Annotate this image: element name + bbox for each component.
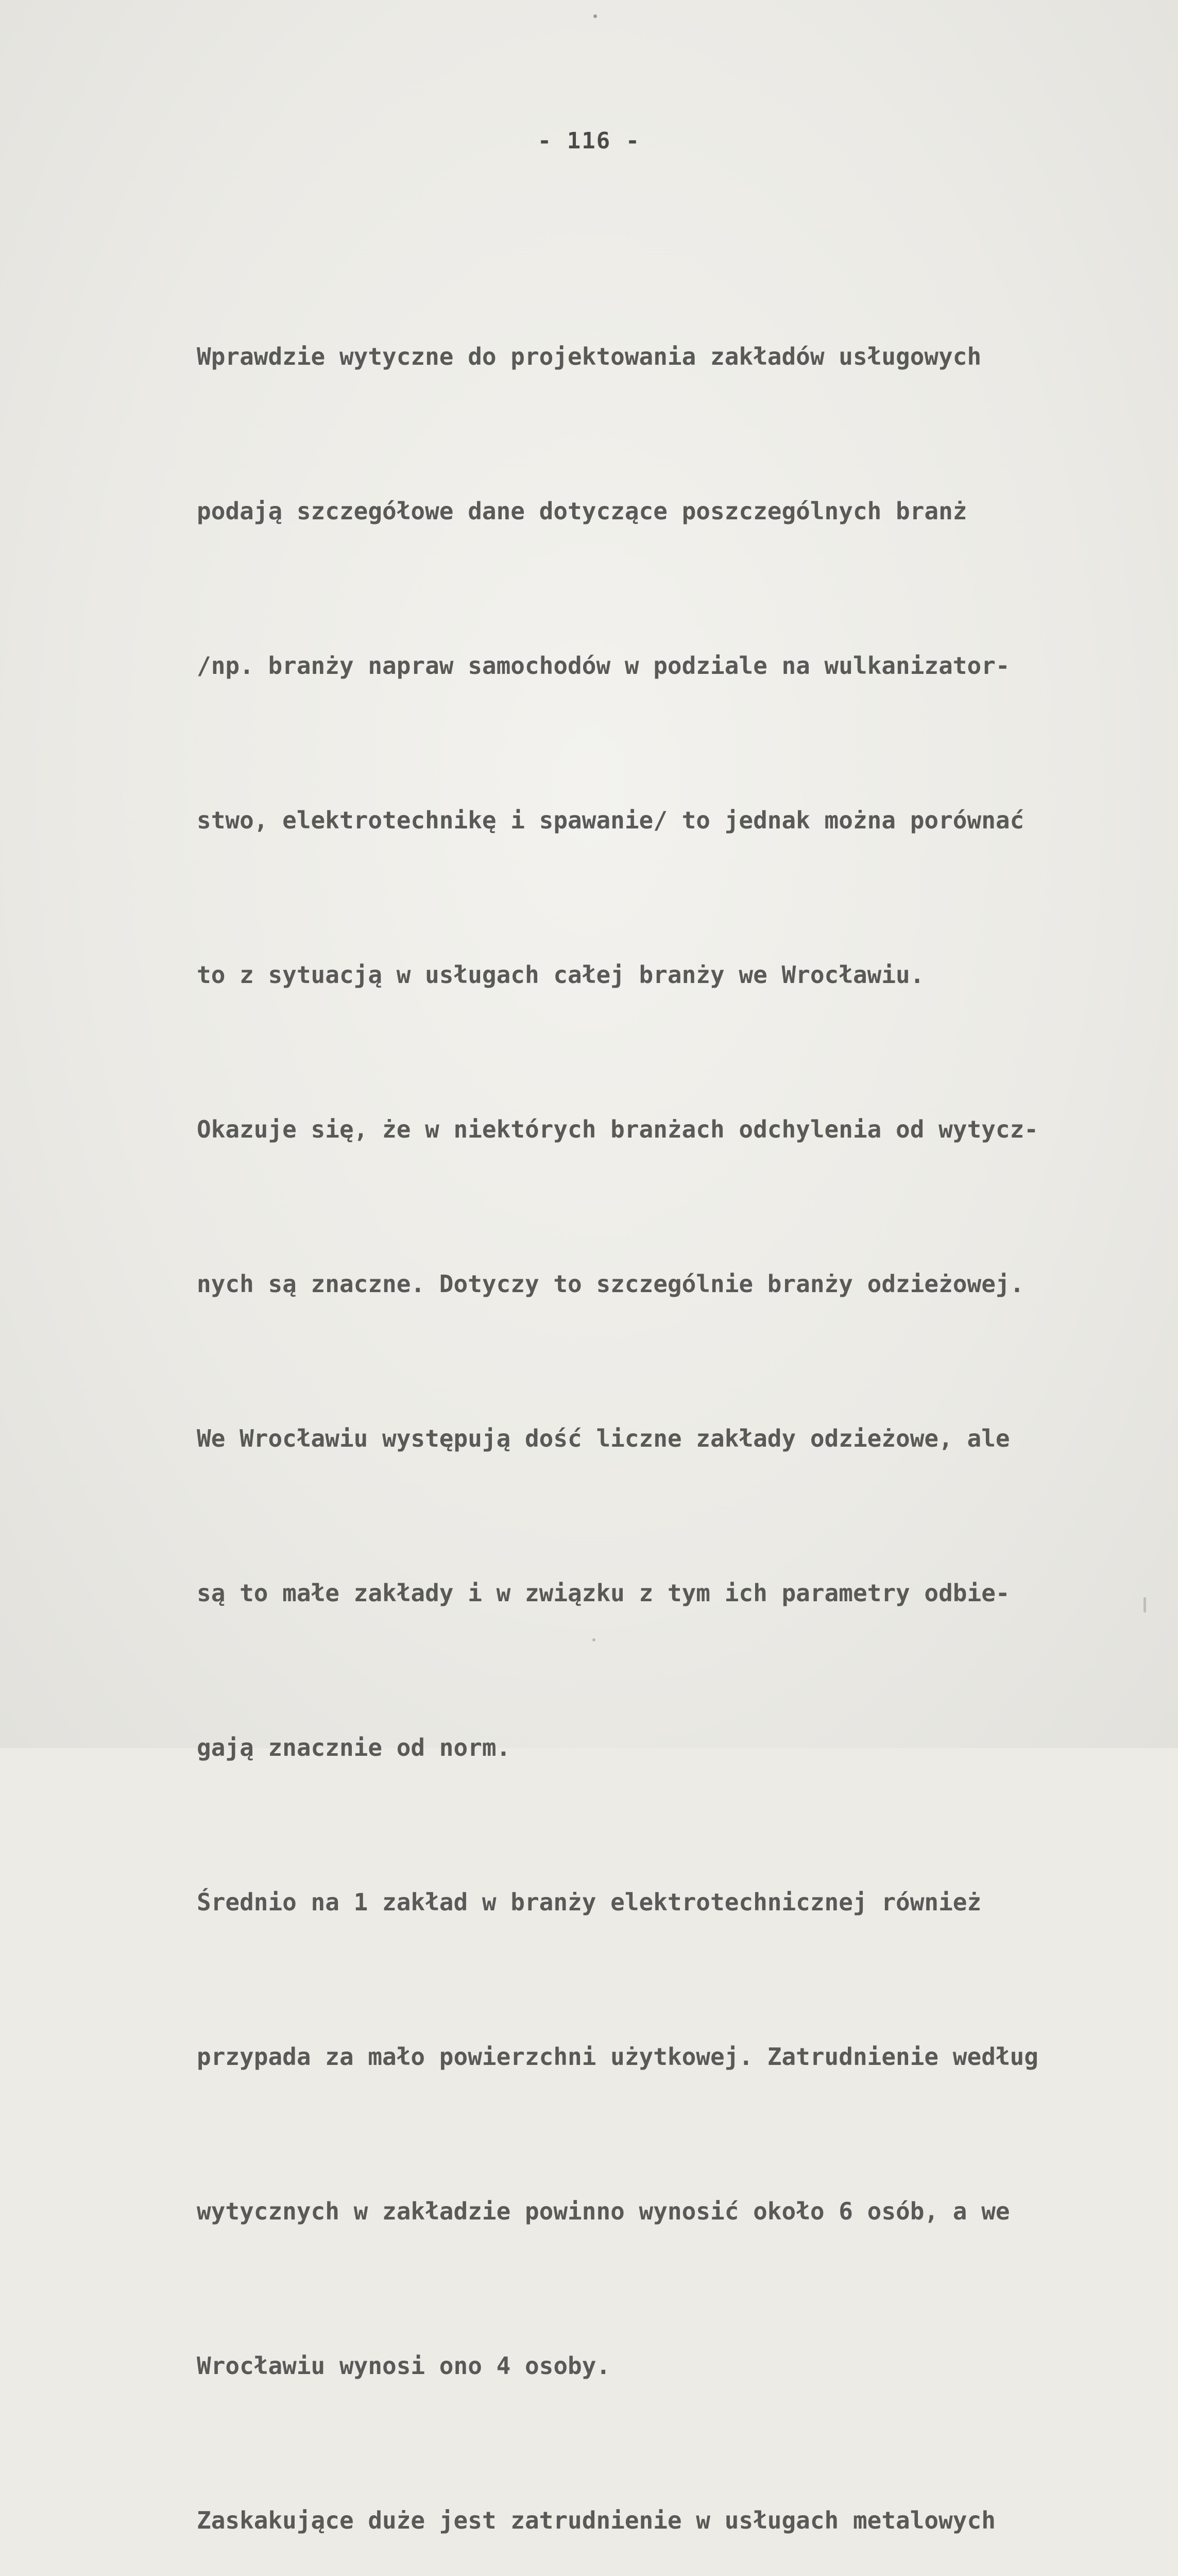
page-number: - 116 - — [537, 128, 641, 154]
text-line: Średnio na 1 zakład w branży elektrotechnicznej również — [197, 1888, 982, 1916]
text-line: podają szczegółowe dane dotyczące poszczególnych branż — [197, 497, 967, 525]
text-line: We Wrocławiu występują dość liczne zakłady odzieżowe, ale — [197, 1425, 1010, 1452]
paper-speck — [592, 1638, 595, 1641]
body-text — [197, 228, 1139, 2576]
text-line: przypada za mało powierzchni użytkowej. Zatrudnienie według — [197, 2043, 1038, 2071]
text-line: Okazuje się, że w niektórych branżach odchylenia od wytycz- — [197, 1115, 1038, 1143]
text-line: to z sytuacją w usługach całej branży we Wrocławiu. — [197, 961, 925, 989]
text-line: nych są znaczne. Dotyczy to szczególnie branży odzieżowej. — [197, 1270, 1025, 1298]
text-line: gają znacznie od norm. — [197, 1734, 511, 1761]
text-line: stwo, elektrotechnikę i spawanie/ to jednak można porównać — [197, 806, 1025, 834]
text-line: /np. branży napraw samochodów w podziale na wulkanizator- — [197, 652, 1010, 680]
text-line: wytycznych w zakładzie powinno wynosić około 6 osób, a we — [197, 2197, 1010, 2225]
text-line: Zaskakujące duże jest zatrudnienie w usługach metalowych — [197, 2506, 996, 2534]
paper-speck — [593, 14, 597, 18]
text-line: Wrocławiu wynosi ono 4 osoby. — [197, 2352, 611, 2380]
text-line: są to małe zakłady i w związku z tym ich parametry odbie- — [197, 1579, 1010, 1607]
paper-speck — [1143, 1597, 1146, 1613]
text-line: Wprawdzie wytyczne do projektowania zakładów usługowych — [197, 343, 982, 370]
